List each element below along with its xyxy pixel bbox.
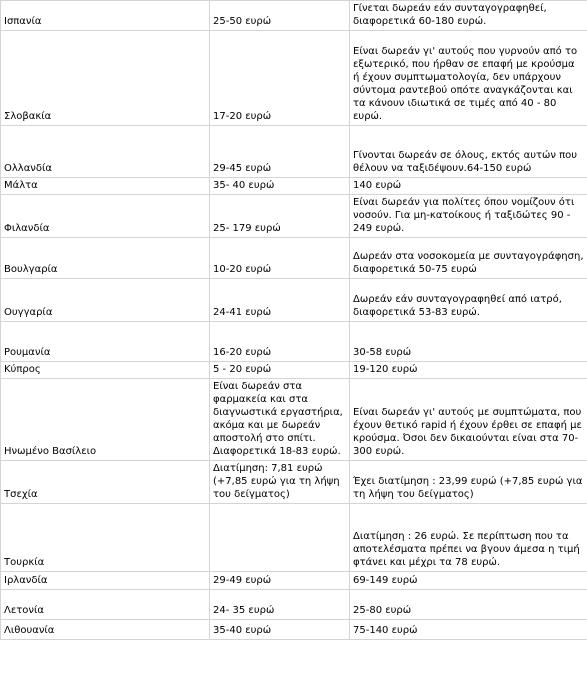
- antigen-price-cell[interactable]: [210, 620, 350, 640]
- table-row: [1, 195, 587, 238]
- country-cell[interactable]: [1, 504, 210, 572]
- pcr-price-cell[interactable]: [350, 572, 587, 590]
- table-row: [1, 1, 587, 31]
- pcr-price-cell[interactable]: [350, 238, 587, 279]
- antigen-price: 16-20 ευρώ: [213, 347, 272, 358]
- antigen-price: Διατίμηση: 7,81 ευρώ (+7,85 ευρώ για τη λήψη του δείγματος): [213, 463, 340, 500]
- antigen-price-cell[interactable]: [210, 1, 350, 31]
- country-name: Βουλγαρία: [4, 264, 58, 275]
- antigen-price: 29-45 ευρώ: [213, 163, 272, 174]
- pcr-price-cell[interactable]: [350, 195, 587, 238]
- antigen-price-cell[interactable]: [210, 379, 350, 461]
- pcr-price-cell[interactable]: [350, 178, 587, 195]
- country-cell[interactable]: [1, 31, 210, 126]
- pcr-price-cell[interactable]: [350, 322, 587, 362]
- pcr-price: Διατίμηση : 26 ευρώ. Σε περίπτωση που τα αποτελέσματα πρέπει να βγουν άμεσα η τιμή φτάνει και μέχρι τα 78 ευρώ.: [353, 531, 580, 568]
- pcr-price-cell[interactable]: [350, 126, 587, 178]
- antigen-price-cell[interactable]: [210, 590, 350, 620]
- country-cell[interactable]: [1, 195, 210, 238]
- antigen-price-cell[interactable]: [210, 238, 350, 279]
- table-row: [1, 31, 587, 126]
- antigen-price: 17-20 ευρώ: [213, 111, 272, 122]
- country-name: Λετονία: [4, 605, 44, 616]
- pcr-price: Είναι δωρεάν γι' αυτούς με συμπτώματα, που έχουν θετικό rapid ή έχουν έρθει σε επαφή με κρούσμα. Όσοι δεν δικαιούνται είναι στα 70-300 ευρώ.: [353, 407, 582, 457]
- pcr-price-cell[interactable]: [350, 379, 587, 461]
- table-row: [1, 620, 587, 640]
- pcr-price-cell[interactable]: [350, 504, 587, 572]
- antigen-price-cell[interactable]: [210, 126, 350, 178]
- country-cell[interactable]: [1, 279, 210, 322]
- antigen-price-cell[interactable]: [210, 572, 350, 590]
- pcr-price: Γίνονται δωρεάν σε όλους, εκτός αυτών που θέλουν να ταξιδέψουν.64-150 ευρώ: [353, 150, 578, 174]
- antigen-price: 25-50 ευρώ: [213, 16, 272, 27]
- country-name: Ολλανδία: [4, 163, 52, 174]
- antigen-price-cell[interactable]: [210, 362, 350, 379]
- country-name: Ιρλανδία: [4, 575, 48, 586]
- table-row: [1, 322, 587, 362]
- pcr-price-cell[interactable]: [350, 362, 587, 379]
- pcr-price: Δωρεάν εάν συνταγογραφηθεί από ιατρό, διαφορετικά 53-83 ευρώ.: [353, 294, 562, 318]
- pcr-price: 19-120 ευρώ: [353, 364, 418, 375]
- antigen-price-cell[interactable]: [210, 31, 350, 126]
- pcr-price-cell[interactable]: [350, 31, 587, 126]
- country-name: Σλοβακία: [4, 111, 52, 122]
- table-row: [1, 572, 587, 590]
- pcr-price: 30-58 ευρώ: [353, 347, 412, 358]
- table-row: [1, 504, 587, 572]
- table-row: [1, 461, 587, 504]
- antigen-price-cell[interactable]: [210, 178, 350, 195]
- pcr-price-cell[interactable]: [350, 1, 587, 31]
- country-name: Ισπανία: [4, 16, 42, 27]
- country-cell[interactable]: [1, 379, 210, 461]
- country-name: Ηνωμένο Βασίλειο: [4, 446, 97, 457]
- country-name: Φιλανδία: [4, 223, 50, 234]
- country-cell[interactable]: [1, 461, 210, 504]
- table-row: [1, 178, 587, 195]
- antigen-price: 25- 179 ευρώ: [213, 223, 281, 234]
- table-row: [1, 279, 587, 322]
- antigen-price: 35- 40 ευρώ: [213, 180, 275, 191]
- country-name: Ρουμανία: [4, 347, 51, 358]
- country-cell[interactable]: [1, 126, 210, 178]
- table-row: [1, 362, 587, 379]
- country-cell[interactable]: [1, 1, 210, 31]
- pcr-price: 25-80 ευρώ: [353, 605, 412, 616]
- pcr-price-cell[interactable]: [350, 279, 587, 322]
- country-name: Λιθουανία: [4, 625, 55, 636]
- antigen-price: Είναι δωρεάν στα φαρμακεία και στα διαγνωστικά εργαστήρια, ακόμα και με δωρεάν αποστολή στο σπίτι. Διαφορετικά 18-83 ευρώ.: [213, 381, 343, 457]
- pcr-price: Είναι δωρεάν για πολίτες όπου νομίζουν ότι νοσούν. Για μη-κατοίκους ή ταξιδώτες 90 - 249 ευρώ.: [353, 197, 575, 234]
- pcr-price: 140 ευρώ: [353, 180, 402, 191]
- pcr-price-cell[interactable]: [350, 590, 587, 620]
- country-cell[interactable]: [1, 620, 210, 640]
- country-cell[interactable]: [1, 178, 210, 195]
- country-cell[interactable]: [1, 322, 210, 362]
- pcr-price: Γίνεται δωρεάν εάν συνταγογραφηθεί, διαφορετικά 60-180 ευρώ.: [353, 3, 547, 27]
- pcr-price: Δωρεάν στα νοσοκομεία με συνταγογράφηση, διαφορετικά 50-75 ευρώ: [353, 251, 584, 275]
- antigen-price: 10-20 ευρώ: [213, 264, 272, 275]
- pcr-price: 75-140 ευρώ: [353, 625, 418, 636]
- antigen-price-cell[interactable]: [210, 461, 350, 504]
- pcr-price-cell[interactable]: [350, 620, 587, 640]
- pcr-price-cell[interactable]: [350, 461, 587, 504]
- country-name: Μάλτα: [4, 180, 38, 191]
- pcr-price: Έχει διατίμηση : 23,99 ευρώ (+7,85 ευρώ για τη λήψη του δείγματος): [353, 476, 583, 500]
- country-name: Ουγγαρία: [4, 307, 53, 318]
- table-row: [1, 379, 587, 461]
- antigen-price-cell[interactable]: [210, 504, 350, 572]
- country-cell[interactable]: [1, 572, 210, 590]
- country-cell[interactable]: [1, 362, 210, 379]
- country-name: Κύπρος: [4, 364, 41, 375]
- antigen-price: 35-40 ευρώ: [213, 625, 272, 636]
- pcr-price: Είναι δωρεάν γι' αυτούς που γυρνούν από το εξωτερικό, που ήρθαν σε επαφή με κρούσμα ή έχουν συμπτωματολογία, δεν υπάρχουν σύντομα ραντεβού οπότε αναγκάζονται και τα κάνουν ιδιωτικά σε τιμές από 40 - 80 ευρώ.: [353, 46, 578, 122]
- table-row: [1, 238, 587, 279]
- antigen-price: 24-41 ευρώ: [213, 307, 272, 318]
- table-row: [1, 126, 587, 178]
- table-row: [1, 590, 587, 620]
- country-cell[interactable]: [1, 238, 210, 279]
- antigen-price: 29-49 ευρώ: [213, 575, 272, 586]
- antigen-price-cell[interactable]: [210, 322, 350, 362]
- antigen-price-cell[interactable]: [210, 279, 350, 322]
- country-name: Τουρκία: [4, 557, 45, 568]
- antigen-price: 5 - 20 ευρώ: [213, 364, 272, 375]
- country-name: Τσεχία: [4, 489, 38, 500]
- antigen-price: 24- 35 ευρώ: [213, 605, 275, 616]
- country-cell[interactable]: [1, 590, 210, 620]
- antigen-price-cell[interactable]: [210, 195, 350, 238]
- pcr-price: 69-149 ευρώ: [353, 575, 418, 586]
